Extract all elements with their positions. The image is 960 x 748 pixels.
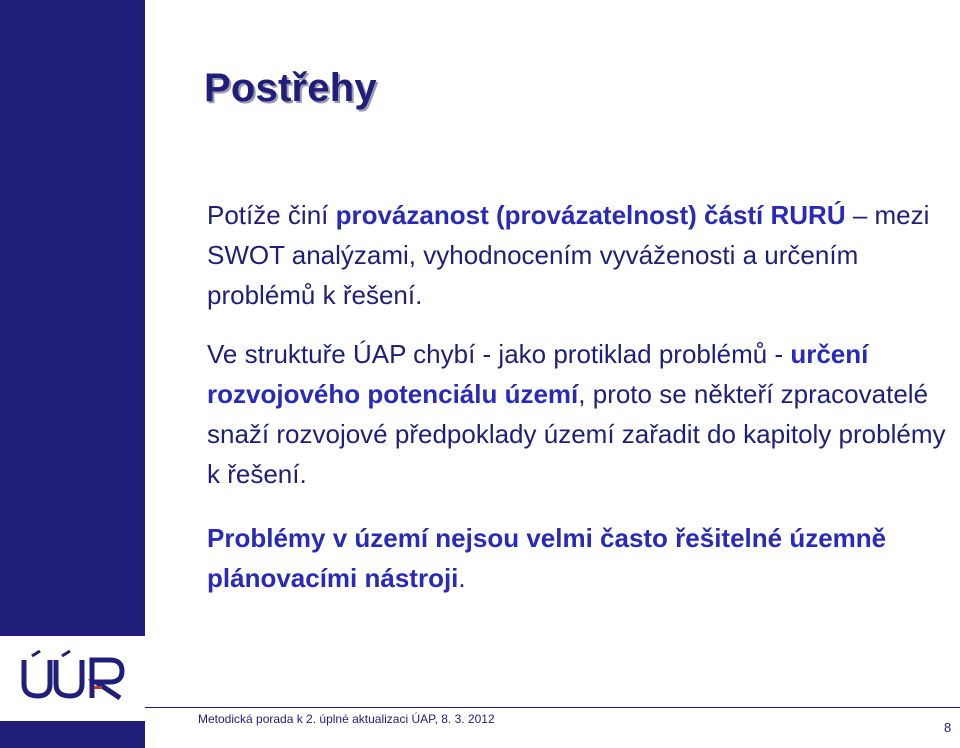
paragraph-2-text-b: , proto se někteří zpracovatelé snaží rozvojové předpoklady území zařadit do kapitoly problémy k řešení. xyxy=(207,379,946,489)
paragraph-1-emphasis: provázanost (provázatelnost) částí RURÚ xyxy=(335,200,846,230)
page-number: 8 xyxy=(944,720,952,735)
footer-divider xyxy=(145,707,960,708)
paragraph-1-text-b: – mezi SWOT analýzami, vyhodnocením vyváženosti a určením problémů k řešení. xyxy=(207,200,930,310)
slide-title: Postřehy xyxy=(204,66,377,110)
paragraph-1-text-a: Potíže činí xyxy=(207,200,336,230)
paragraph-3-text-b: . xyxy=(458,563,466,593)
paragraph-3 xyxy=(207,518,947,598)
paragraph-2 xyxy=(207,334,947,494)
paragraph-2-emphasis: určení rozvojového potenciálu území xyxy=(207,339,869,409)
paragraph-3-emphasis: Problémy v území nejsou velmi často řešitelné územně plánovacími nástroji xyxy=(207,523,887,593)
paragraph-1 xyxy=(207,195,947,315)
uur-logo xyxy=(0,636,145,721)
footer-text: Metodická porada k 2. úplné aktualizaci ÚAP, 8. 3. 2012 xyxy=(198,712,495,726)
paragraph-2-text-a: Ve struktuře ÚAP chybí - jako protiklad problémů - xyxy=(207,339,791,369)
uur-logo-icon xyxy=(20,650,138,700)
